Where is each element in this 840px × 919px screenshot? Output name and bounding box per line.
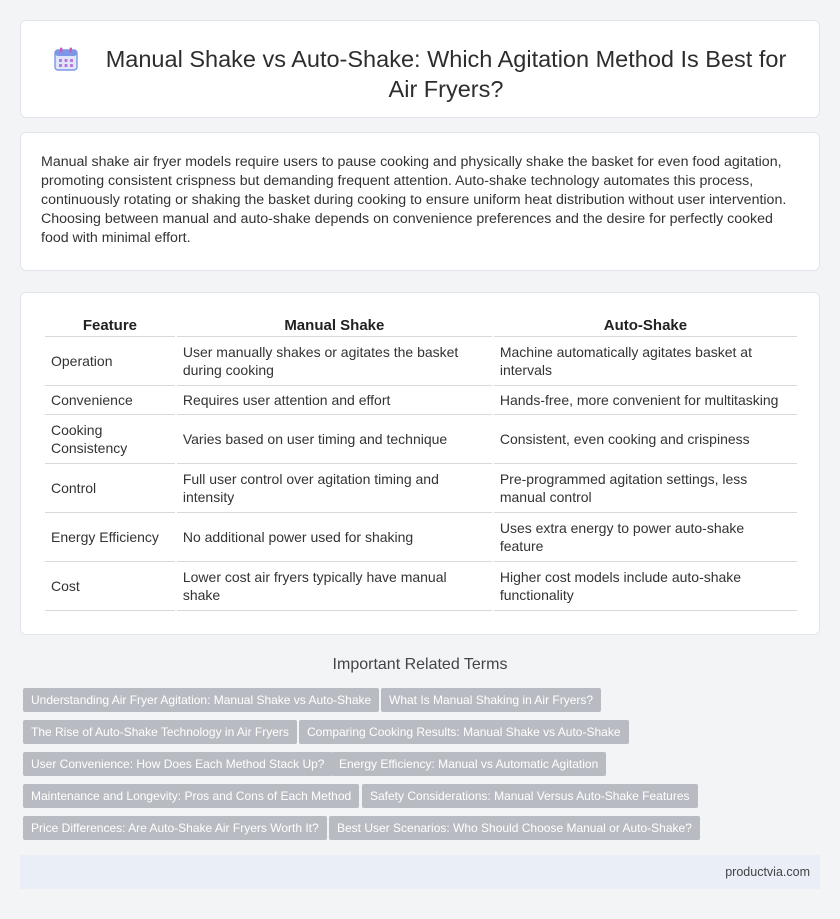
related-term-tag[interactable]: Understanding Air Fryer Agitation: Manual Shake vs Auto-Shake [23, 688, 379, 712]
related-term-tag[interactable]: Best User Scenarios: Who Should Choose Manual or Auto-Shake? [329, 816, 700, 840]
feature-cell: Cost [45, 562, 175, 611]
title-card [20, 20, 820, 118]
manual-cell: User manually shakes or agitates the basket during cooking [177, 337, 492, 386]
auto-cell: Machine automatically agitates basket at intervals [494, 337, 797, 386]
comparison-table [43, 313, 799, 611]
calendar-icon [53, 46, 79, 72]
header-feature: Feature [45, 313, 175, 337]
feature-cell: Energy Efficiency [45, 513, 175, 562]
manual-cell: Requires user attention and effort [177, 386, 492, 415]
table-row [45, 415, 797, 464]
related-term-tag[interactable]: Price Differences: Are Auto-Shake Air Fryers Worth It? [23, 816, 327, 840]
manual-cell: Full user control over agitation timing and intensity [177, 464, 492, 513]
table-row [45, 562, 797, 611]
manual-cell: Varies based on user timing and technique [177, 415, 492, 464]
comparison-card [20, 292, 820, 635]
related-term-tag[interactable]: Safety Considerations: Manual Versus Auto-Shake Features [362, 784, 698, 808]
table-row [45, 513, 797, 562]
related-term-tag[interactable]: User Convenience: How Does Each Method Stack Up? [23, 752, 332, 776]
header-auto-shake: Auto-Shake [494, 313, 797, 337]
header-manual-shake: Manual Shake [177, 313, 492, 337]
auto-cell: Higher cost models include auto-shake functionality [494, 562, 797, 611]
related-term-tag[interactable]: Energy Efficiency: Manual vs Automatic Agitation [331, 752, 606, 776]
related-terms-heading: Important Related Terms [332, 656, 508, 673]
manual-cell: Lower cost air fryers typically have manual shake [177, 562, 492, 611]
related-term-tag[interactable]: Maintenance and Longevity: Pros and Cons of Each Method [23, 784, 359, 808]
page-title: Manual Shake vs Auto-Shake: Which Agitation Method Is Best for Air Fryers? [105, 46, 787, 102]
table-row [45, 337, 797, 386]
auto-cell: Consistent, even cooking and crispiness [494, 415, 797, 464]
table-row [45, 464, 797, 513]
related-term-tag[interactable]: Comparing Cooking Results: Manual Shake vs Auto-Shake [299, 720, 629, 744]
intro-paragraph: Manual shake air fryer models require users to pause cooking and physically shake the basket for even food agitation, promoting consistent crispness but demanding frequent attention. Auto-shake technology automates this process, continuously rotating or shaking the basket during cooking to ensure uniform heat distribution without user intervention. Choosing between manual and auto-shake depends on convenience preferences and the desire for perfectly cooked food with minimal effort. [41, 154, 787, 246]
auto-cell: Uses extra energy to power auto-shake feature [494, 513, 797, 562]
auto-cell: Hands-free, more convenient for multitasking [494, 386, 797, 415]
site-name[interactable]: productvia.com [725, 865, 810, 879]
feature-cell: Control [45, 464, 175, 513]
intro-card [20, 132, 820, 271]
manual-cell: No additional power used for shaking [177, 513, 492, 562]
feature-cell: Convenience [45, 386, 175, 415]
table-row [45, 386, 797, 415]
related-term-tag[interactable]: What Is Manual Shaking in Air Fryers? [381, 688, 601, 712]
feature-cell: Operation [45, 337, 175, 386]
footer [20, 855, 820, 889]
auto-cell: Pre-programmed agitation settings, less manual control [494, 464, 797, 513]
related-term-tag[interactable]: The Rise of Auto-Shake Technology in Air Fryers [23, 720, 297, 744]
table-header-row [45, 313, 797, 337]
feature-cell: Cooking Consistency [45, 415, 175, 464]
